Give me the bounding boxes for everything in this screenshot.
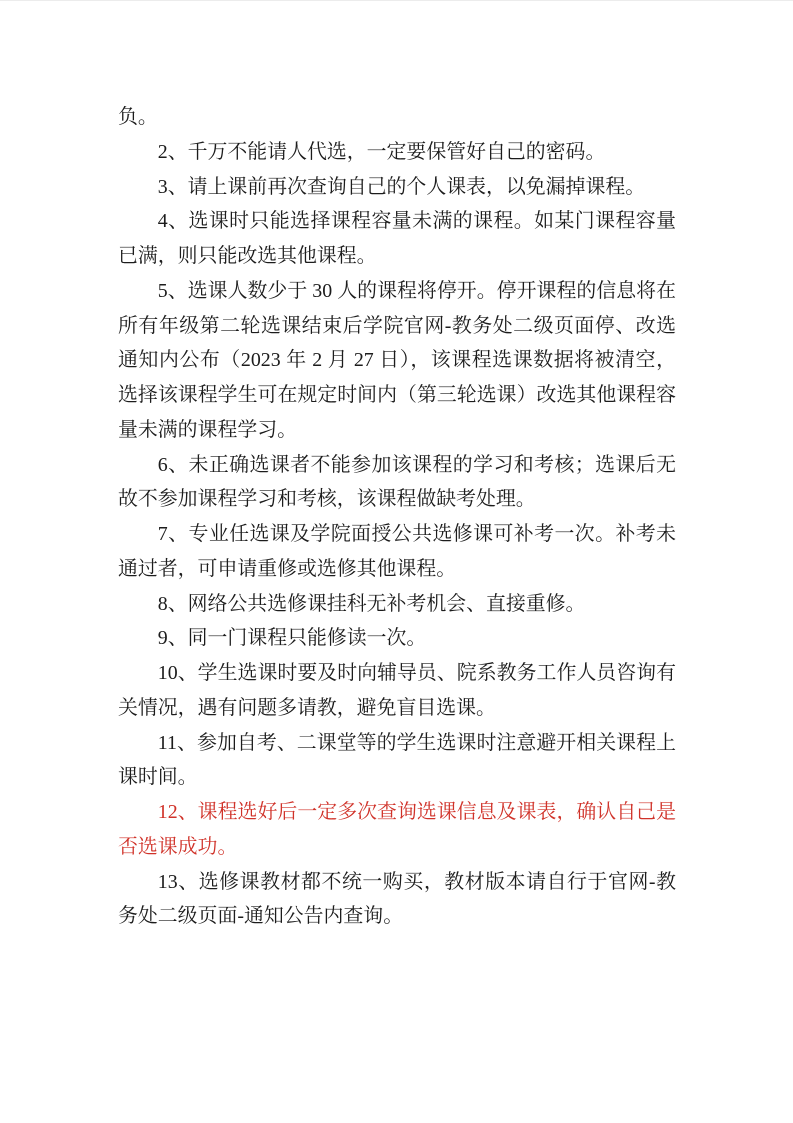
document-line: 课时间。 xyxy=(118,766,198,789)
document-line: 关情况，遇有问题多请教，避免盲目选课。 xyxy=(118,696,496,719)
document-line: 4、选课时只能选择课程容量未满的课程。如某门课程容量 xyxy=(157,210,676,233)
document-line: 已满，则只能改选其他课程。 xyxy=(118,245,377,267)
document-line: 负。 xyxy=(118,106,158,128)
document-line: 11、参加自考、二课堂等的学生选课时注意避开相关课程上 xyxy=(157,731,676,754)
document-line: 10、学生选课时要及时向辅导员、院系教务工作人员咨询有 xyxy=(157,662,676,684)
document-line: 3、请上课前再次查询自己的个人课表，以免漏掉课程。 xyxy=(157,175,646,198)
document-line: 通过者，可申请重修或选修其他课程。 xyxy=(118,557,457,580)
document-line: 通知内公布（2023 年 2 月 27 日），该课程选课数据将被清空， xyxy=(118,349,676,372)
document-line: 8、网络公共选修课挂科无补考机会、直接重修。 xyxy=(157,592,586,615)
document-line: 5、选课人数少于 30 人的课程将停开。停开课程的信息将在 xyxy=(157,279,676,302)
document-line: 所有年级第二轮选课结束后学院官网-教务处二级页面停、改选 xyxy=(118,314,676,337)
document-line: 务处二级页面-通知公告内查询。 xyxy=(118,905,404,928)
document-line: 选择该课程学生可在规定时间内（第三轮选课）改选其他课程容 xyxy=(118,384,676,406)
document-line: 量未满的课程学习。 xyxy=(118,418,298,441)
document-line: 6、未正确选课者不能参加该课程的学习和考核；选课后无 xyxy=(157,453,676,476)
document-line: 2、千万不能请人代选，一定要保管好自己的密码。 xyxy=(157,140,606,163)
document-line-highlighted: 12、课程选好后一定多次查询选课信息及课表，确认自己是 xyxy=(157,801,676,823)
document-line: 7、专业任选课及学院面授公共选修课可补考一次。补考未 xyxy=(157,523,676,545)
document-text-block xyxy=(118,100,676,934)
document-line-highlighted: 否选课成功。 xyxy=(118,835,238,858)
document-line: 9、同一门课程只能修读一次。 xyxy=(157,627,427,650)
document-line: 故不参加课程学习和考核，该课程做缺考处理。 xyxy=(118,488,536,511)
document-line: 13、选修课教材都不统一购买，教材版本请自行于官网-教 xyxy=(157,870,676,893)
